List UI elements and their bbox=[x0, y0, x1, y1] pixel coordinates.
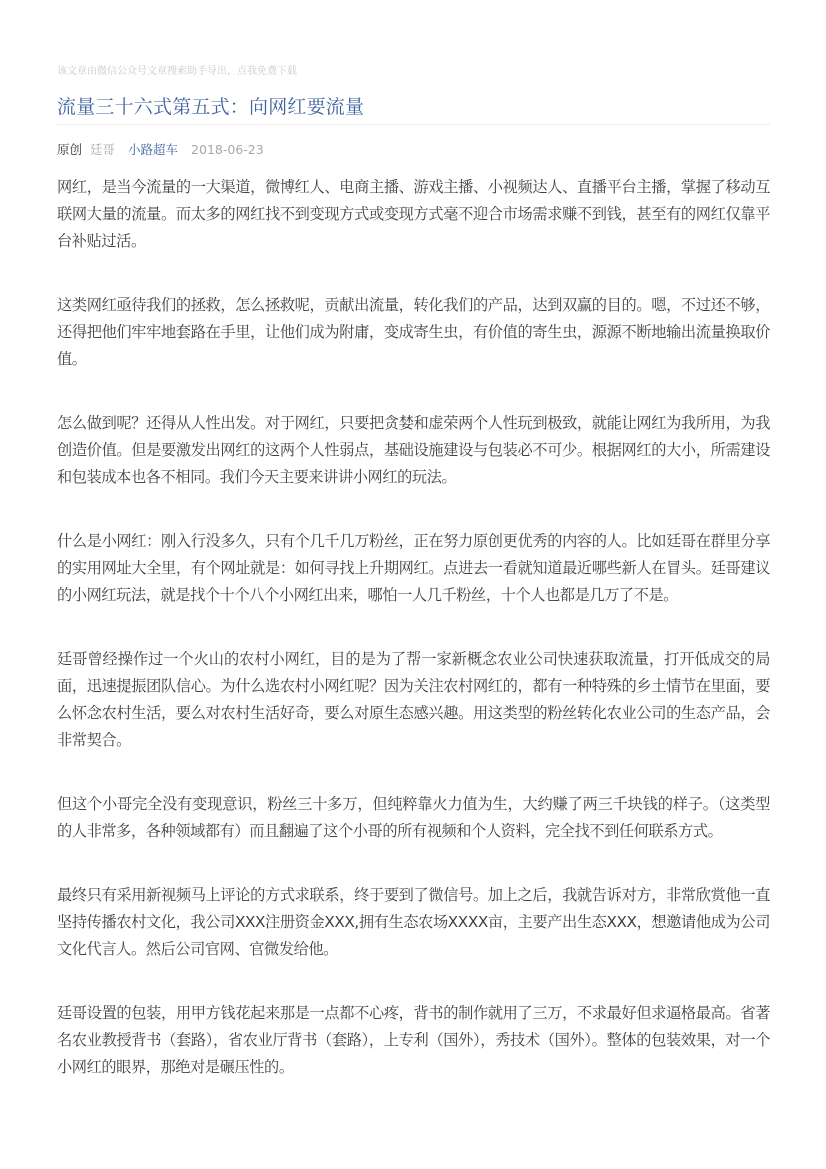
paragraph: 廷哥设置的包装，用甲方钱花起来那是一点都不心疼，背书的制作就用了三万，不求最好但求逼格最高。省著名农业教授背书（套路），省农业厅背书（套路），上专利（国外），秀技术（国外）。整体的包装效果，对一个小网红的眼界，那绝对是碾压性的。 bbox=[57, 1004, 770, 1076]
article-title: 流量三十六式第五式：向网红要流量 bbox=[57, 96, 365, 118]
article-meta bbox=[57, 140, 264, 158]
publish-date: 2018-06-23 bbox=[191, 141, 264, 157]
paragraph: 什么是小网红：刚入行没多久，只有个几千几万粉丝，正在努力原创更优秀的内容的人。比如廷哥在群里分享的实用网址大全里，有个网址就是：如何寻找上升期网红。点进去一看就知道最近哪些新人在冒头。廷哥建议的小网红玩法，就是找个十个八个小网红出来，哪怕一人几千粉丝，十个人也都是几万了不是。 bbox=[57, 532, 770, 604]
paragraph: 但这个小哥完全没有变现意识，粉丝三十多万，但纯粹靠火力值为生，大约赚了两三千块钱的样子。（这类型的人非常多，各种领域都有）而且翻遍了这个小哥的所有视频和个人资料，完全找不到任何联系方式。 bbox=[57, 795, 770, 840]
account-link[interactable]: 小路超车 bbox=[128, 142, 179, 157]
export-notice-link[interactable]: 该文章由微信公众号文章搜索助手导出，点我免费下载 bbox=[57, 66, 297, 77]
author-name: 廷哥 bbox=[90, 142, 116, 157]
article-body bbox=[57, 174, 770, 1081]
title-divider bbox=[57, 124, 770, 125]
paragraph: 这类网红亟待我们的拯救，怎么拯救呢，贡献出流量，转化我们的产品，达到双赢的目的。嗯，不过还不够，还得把他们牢牢地套路在手里，让他们成为附庸，变成寄生虫，有价值的寄生虫，源源不断地输出流量换取价值。 bbox=[57, 296, 770, 368]
paragraph: 廷哥曾经操作过一个火山的农村小网红，目的是为了帮一家新概念农业公司快速获取流量，打开低成交的局面，迅速提振团队信心。为什么选农村小网红呢？因为关注农村网红的，都有一种特殊的乡土情节在里面，要么怀念农村生活，要么对农村生活好奇，要么对原生态感兴趣。用这类型的粉丝转化农业公司的生态产品，会非常契合。 bbox=[57, 650, 770, 749]
paragraph: 怎么做到呢？还得从人性出发。对于网红，只要把贪婪和虚荣两个人性玩到极致，就能让网红为我所用，为我创造价值。但是要激发出网红的这两个人性弱点，基础设施建设与包装必不可少。根据网红的大小，所需建设和包装成本也各不相同。我们今天主要来讲讲小网红的玩法。 bbox=[57, 414, 770, 486]
paragraph: 最终只有采用新视频马上评论的方式求联系，终于要到了微信号。加上之后，我就告诉对方，非常欣赏他一直坚持传播农村文化，我公司XXX注册资金XXX,拥有生态农场XXXX亩，主要产出生态XXX，想邀请他成为公司文化代言人。然后公司官网、官微发给他。 bbox=[57, 886, 770, 958]
paragraph: 网红，是当今流量的一大渠道，微博红人、电商主播、游戏主播、小视频达人、直播平台主播，掌握了移动互联网大量的流量。而太多的网红找不到变现方式或变现方式毫不迎合市场需求赚不到钱，甚至有的网红仅靠平台补贴过活。 bbox=[57, 178, 770, 250]
original-badge: 原创 bbox=[57, 142, 83, 157]
